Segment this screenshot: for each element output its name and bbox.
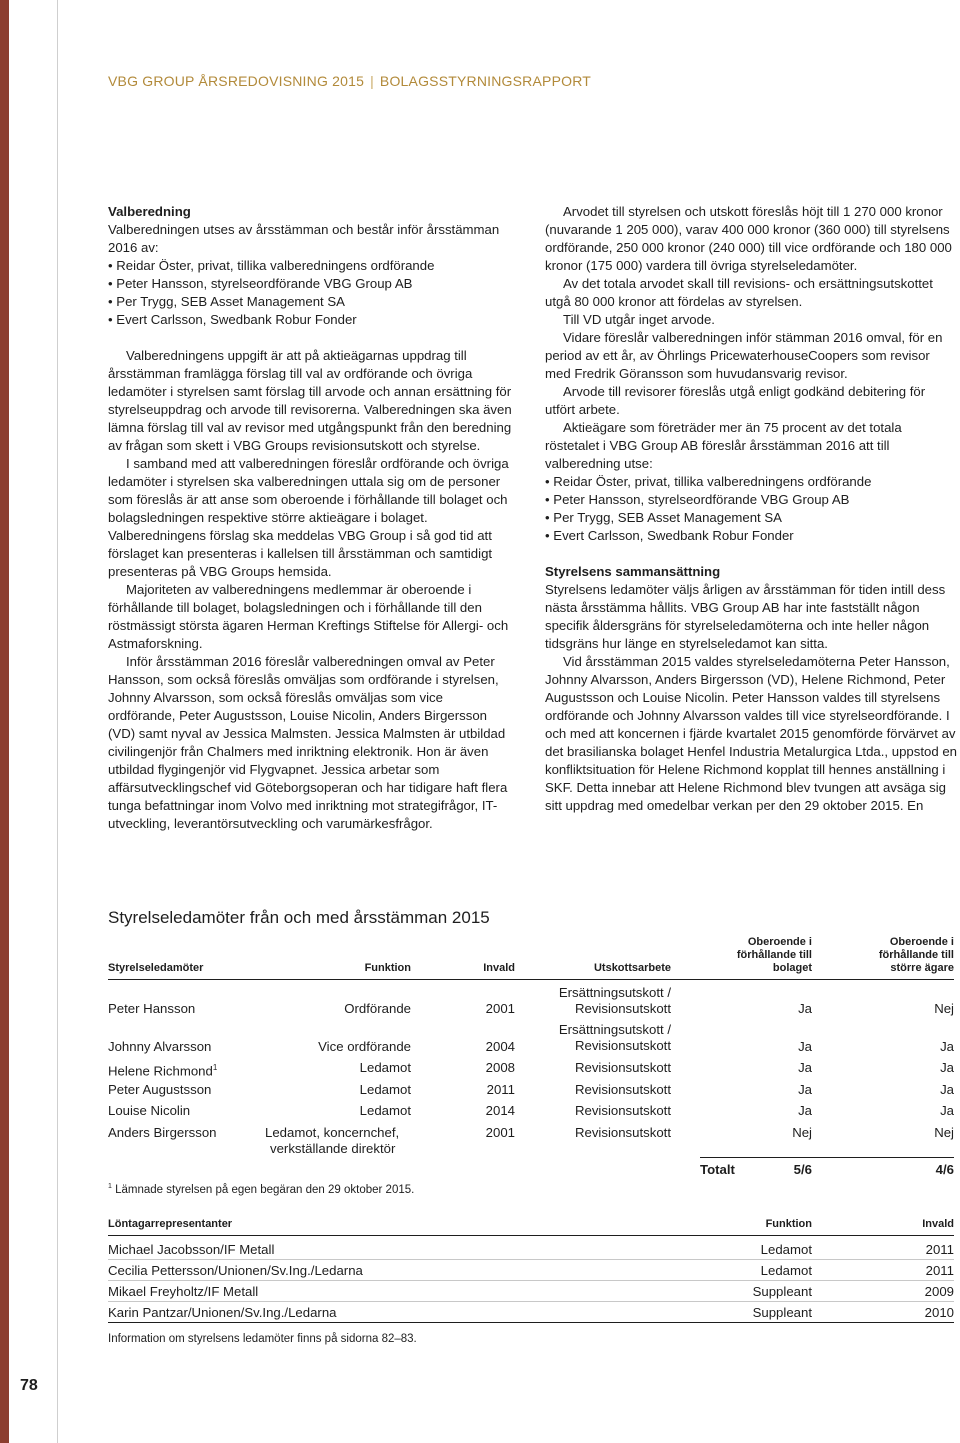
paragraph: I samband med att valberedningen föreslår ordförande och övriga ledamöter i styrelsen ska valberedningen uttala sig om de personer som föreslås är att anse som oberoende i förhållande till bolaget och bolagsledningen respektive större aktieägare i bolaget. Valberedningens förslag ska meddelas VBG Group i så god tid att förslaget kan presenteras i kallelsen till årsstämman och samtidigt presenteras på VBG Groups hemsida. — [108, 456, 509, 579]
col-header-name: Löntagarrepresentanter — [108, 1218, 233, 1230]
table-footnote — [108, 1183, 414, 1196]
table-cell-elected: 2014 — [485, 1103, 515, 1118]
paragraph: Till VD utgår inget arvode. — [563, 312, 715, 327]
table-cell-elected: 2004 — [485, 1039, 515, 1054]
table-cell-indep-owner: Ja — [940, 1082, 954, 1097]
table-cell-committee: Revisionsutskott — [574, 1125, 671, 1140]
table-cell-elected: 2011 — [486, 1082, 515, 1097]
col-header-name: Styrelseledamöter — [108, 962, 204, 974]
table-cell-name: Karin Pantzar/Unionen/Sv.Ing./Ledarna — [108, 1305, 337, 1320]
table-cell-function: Ledamot — [359, 1103, 411, 1118]
table-cell-function: Suppleant — [752, 1305, 812, 1320]
table-cell-function: Ledamot — [760, 1242, 812, 1257]
table-cell-name: Peter Augustsson — [108, 1082, 212, 1097]
report-title: VBG GROUP ÅRSREDOVISNING 2015 — [108, 73, 365, 89]
left-column — [108, 203, 514, 833]
totals-label: Totalt — [700, 1162, 735, 1177]
table-cell-indep-owner: Ja — [940, 1060, 954, 1075]
table-cell-function: Ledamot — [359, 1082, 411, 1097]
table-cell-indep-owner: Nej — [934, 1001, 954, 1016]
table-cell-name: Louise Nicolin — [108, 1103, 191, 1118]
totals-indep-owner: 4/6 — [935, 1162, 954, 1177]
function-line: verkställande direktör — [270, 1141, 396, 1156]
table-cell-function — [265, 1125, 425, 1157]
table-cell-name: Mikael Freyholtz/IF Metall — [108, 1284, 259, 1299]
header-separator: | — [370, 73, 374, 89]
list-item: • Reidar Öster, privat, tillika valberedningens ordförande — [545, 473, 957, 491]
table-cell-elected: 2011 — [925, 1242, 954, 1257]
totals-rule — [700, 1157, 954, 1158]
col-header-function: Funktion — [364, 962, 411, 974]
header-line: Oberoende i — [747, 936, 812, 948]
nomination-committee-list — [108, 257, 514, 329]
table-cell-indep-company: Ja — [798, 1060, 812, 1075]
header-line: förhållande till — [878, 949, 954, 961]
row-divider — [108, 1259, 954, 1260]
paragraph: Inför årsstämman 2016 föreslår valberedningen omval av Peter Hansson, som också föreslås omväljas som ordförande i styrelsen, Johnny Alvarsson, som också föreslås omväljas som vice ordförande, Peter Augustsson, Louise Nicolin, Anders Birgersson (VD) samt nyval av Jessica Malmsten. Jessica Malmsten är utbildad civilingenjör från Chalmers med inriktning elektronik. Hon är även utbildad flygingenjör vid Flygvapnet. Jessica arbetar som affärsutvecklingschef vid Göteborgsoperan och har tidigare haft flera tunga befattningar inom Volvo med inriktning mot strategifrågor, IT-utveckling, leverantörsutveckling och varumärkesfrågor. — [108, 654, 508, 831]
list-item: • Per Trygg, SEB Asset Management SA — [108, 293, 514, 311]
intro-paragraph: Valberedningen utses av årsstämman och består inför årsstämman 2016 av: — [108, 222, 500, 255]
table-cell-elected: 2011 — [925, 1263, 954, 1278]
paragraph: Valberedningens uppgift är att på aktieägarnas uppdrag till årsstämman framlägga förslag till val av ordförande och övriga ledamöter i styrelsen samt förslag till arvode och annan ersättning för styrelseuppdrag och arvode till revisorerna. Valberedningen ska även lämna förslag till val av revisor med utgångspunkt från den beredning av frågan som skett i VBG Groups revisionsutskott och styrelse. — [108, 348, 512, 453]
header-line: bolaget — [772, 962, 812, 974]
board-info-note: Information om styrelsens ledamöter finns på sidorna 82–83. — [108, 1333, 417, 1345]
list-item: • Peter Hansson, styrelseordförande VBG Group AB — [545, 491, 957, 509]
list-item: • Peter Hansson, styrelseordförande VBG Group AB — [108, 275, 514, 293]
table-header-rule — [108, 1235, 954, 1236]
paragraph: Majoriteten av valberedningens medlemmar är oberoende i förhållande till bolaget, bolagsledningen och i förhållande till den röstmässigt största ägaren Herman Kreftings Stiftelse för Allergi- och Astmaforskning. — [108, 582, 509, 651]
table-cell-indep-company: Nej — [792, 1125, 812, 1140]
right-column — [545, 203, 957, 815]
table-cell-name — [108, 1060, 217, 1079]
table-cell-name: Anders Birgersson — [108, 1125, 217, 1140]
footnote-marker: 1 — [212, 1063, 218, 1072]
header-line: förhållande till — [736, 949, 812, 961]
list-item: • Evert Carlsson, Swedbank Robur Fonder — [108, 311, 514, 329]
table-cell-function: Vice ordförande — [318, 1039, 411, 1054]
table-cell-indep-company: Ja — [798, 1039, 812, 1054]
section-title: BOLAGSSTYRNINGSRAPPORT — [379, 73, 591, 89]
board-table-title: Styrelseledamöter från och med årsstämman 2015 — [108, 908, 490, 927]
footnote-text: Lämnade styrelsen på egen begäran den 29 oktober 2015. — [115, 1183, 415, 1196]
paragraph: Vid årsstämman 2015 valdes styrelseledamöterna Peter Hansson, Johnny Alvarsson, Anders Birgersson (VD), Helene Richmond, Peter Augustsson och Louise Nicolin. Peter Hansson valdes till styrelsens ordförande och Johnny Alvarsson valdes till vice styrelseordförande. I och med att koncernen i fjärde kvartalet 2015 genomförde förvärvet av det brasilianska bolaget Henfel Industria Metalurgica Ltda., uppstod en konfliktsituation för Helene Richmond kopplat till hennes anställning i SKF. Detta innebar att Helene Richmond blev tvungen att avsäga sig sitt uppdrag med omedelbar verkan per den 29 oktober 2015. En — [545, 654, 957, 813]
page-number: 78 — [20, 1377, 38, 1394]
list-item: • Reidar Öster, privat, tillika valberedningens ordförande — [108, 257, 514, 275]
table-cell-name: Peter Hansson — [108, 1001, 196, 1016]
committee-line: Revisionsutskott — [574, 1001, 671, 1016]
table-cell-indep-company: Ja — [798, 1001, 812, 1016]
side-accent-bar — [0, 0, 9, 1443]
section-heading-valberedning: Valberedning — [108, 204, 191, 219]
col-header-indep-company — [700, 936, 812, 975]
table-cell-elected: 2010 — [924, 1305, 954, 1320]
table-cell-name: Johnny Alvarsson — [108, 1039, 212, 1054]
table-cell-function: Ledamot — [760, 1263, 812, 1278]
table-cell-name: Cecilia Pettersson/Unionen/Sv.Ing./Ledarna — [108, 1263, 363, 1278]
footnote-marker: 1 — [108, 1183, 112, 1190]
table-bottom-rule — [108, 1322, 954, 1323]
table-cell-function: Ledamot — [359, 1060, 411, 1075]
table-cell-name: Michael Jacobsson/IF Metall — [108, 1242, 275, 1257]
table-cell-indep-owner: Nej — [934, 1125, 954, 1140]
paragraph: Arvodet till styrelsen och utskott föreslås höjt till 1 270 000 kronor (nuvarande 1 205 000), varav 400 000 kronor (360 000) till styrelsens ordförande, 250 000 kronor (240 000) till vice ordförande och 180 000 kronor (175 000) vardera till övriga styrelseledamöter. — [545, 204, 952, 273]
table-cell-elected: 2009 — [924, 1284, 954, 1299]
side-divider-line — [57, 0, 58, 1443]
table-cell-elected: 2008 — [485, 1060, 515, 1075]
table-cell-committee — [530, 985, 671, 1017]
table-cell-elected: 2001 — [485, 1001, 515, 1016]
table-cell-indep-company: Ja — [798, 1103, 812, 1118]
committee-line: Revisionsutskott — [574, 1038, 671, 1053]
list-item: • Evert Carlsson, Swedbank Robur Fonder — [545, 527, 957, 545]
table-cell-indep-owner: Ja — [940, 1039, 954, 1054]
col-header-committee: Utskottsarbete — [593, 962, 671, 974]
table-cell-committee: Revisionsutskott — [574, 1060, 671, 1075]
table-cell-committee — [530, 1022, 671, 1054]
table-cell-committee: Revisionsutskott — [574, 1082, 671, 1097]
committee-line: Ersättningsutskott / — [558, 1022, 671, 1037]
committee-line: Ersättningsutskott / — [558, 985, 671, 1000]
table-cell-indep-owner: Ja — [940, 1103, 954, 1118]
member-name: Helene Richmond — [108, 1063, 213, 1079]
col-header-elected: Invald — [483, 962, 515, 974]
paragraph: Vidare föreslår valberedningen inför stämman 2016 omval, för en period av ett år, av Öhrlings PricewaterhouseCoopers som revisor med Fredrik Göransson som huvudansvarig revisor. — [545, 330, 943, 381]
header-line: Oberoende i — [889, 936, 954, 948]
paragraph: Aktieägare som företräder mer än 75 procent av det totala röstetalet i VBG Group AB föreslår årsstämman 2016 att till valberedning utse: — [545, 420, 902, 471]
running-header — [108, 73, 591, 89]
col-header-elected: Invald — [922, 1218, 954, 1230]
paragraph: Arvode till revisorer föreslås utgå enligt godkänd debitering för utfört arbete. — [545, 384, 926, 417]
list-item: • Per Trygg, SEB Asset Management SA — [545, 509, 957, 527]
table-cell-function: Suppleant — [752, 1284, 812, 1299]
table-cell-indep-company: Ja — [798, 1082, 812, 1097]
row-divider — [108, 1280, 954, 1281]
table-header-rule — [108, 979, 954, 980]
table-cell-committee: Revisionsutskott — [574, 1103, 671, 1118]
paragraph: Av det totala arvodet skall till revisions- och ersättningsutskottet utgå 80 000 kronor att fördelas av styrelsen. — [545, 276, 933, 309]
table-cell-elected: 2001 — [485, 1125, 515, 1140]
header-line: större ägare — [890, 962, 954, 974]
totals-indep-company: 5/6 — [793, 1162, 812, 1177]
function-line: Ledamot, koncernchef, — [265, 1125, 400, 1140]
table-cell-function: Ordförande — [344, 1001, 411, 1016]
row-divider — [108, 1301, 954, 1302]
col-header-function: Funktion — [765, 1218, 812, 1230]
paragraph: Styrelsens ledamöter väljs årligen av årsstämman för tiden intill dess nästa årsstämma hållits. VBG Group AB har inte fastställt någon specifik åldersgräns för styrelseledamöterna och inte heller någon tidsgräns hur länge en styrelseledamot kan sitta. — [545, 582, 946, 651]
col-header-indep-owner — [840, 936, 954, 975]
proposed-committee-list — [545, 473, 957, 545]
section-heading-board-composition: Styrelsens sammansättning — [545, 564, 721, 579]
